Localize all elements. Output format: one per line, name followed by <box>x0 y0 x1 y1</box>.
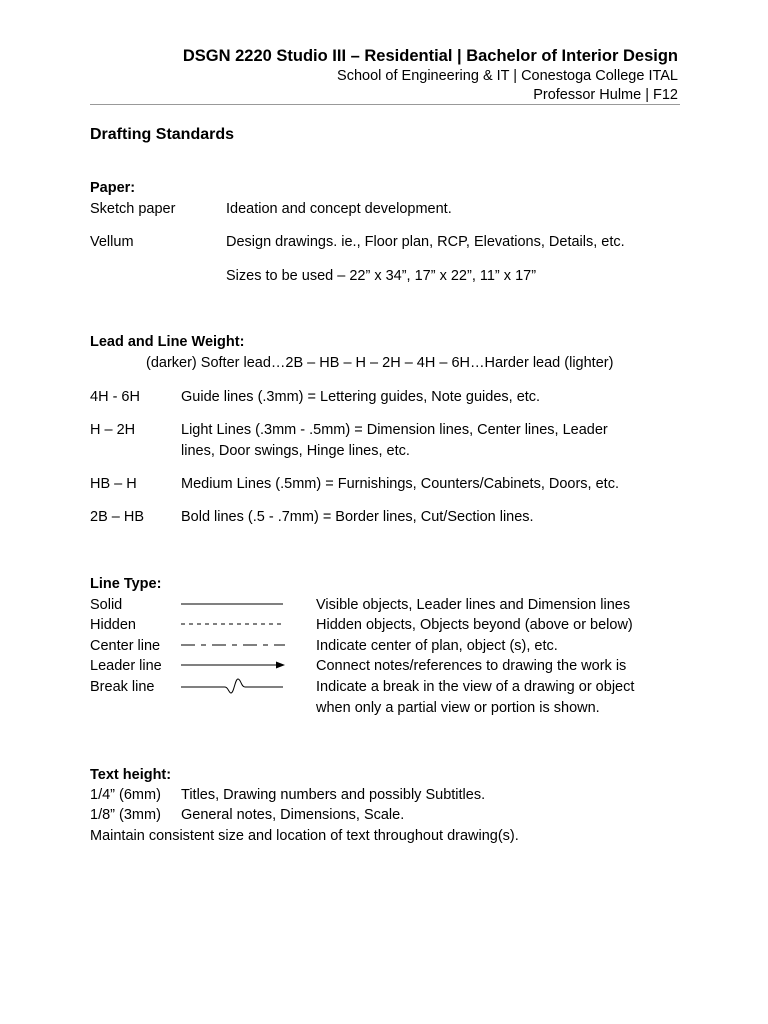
lead-desc: Medium Lines (.5mm) = Furnishings, Counters/Cabinets, Doors, etc. <box>181 476 619 492</box>
solid-line-sample <box>181 597 285 611</box>
text-height-size: 1/4” (6mm) <box>90 787 161 803</box>
lead-scale: (darker) Softer lead…2B – HB – H – 2H – 4H – 6H…Harder lead (lighter) <box>146 355 614 371</box>
leader-line-sample <box>181 658 285 672</box>
lead-desc: Light Lines (.3mm - .5mm) = Dimension lines, Center lines, Leader <box>181 422 608 438</box>
line-type-name: Hidden <box>90 617 136 633</box>
lead-grade: 4H - 6H <box>90 389 140 405</box>
line-type-name: Solid <box>90 597 123 613</box>
line-type-desc-continued: when only a partial view or portion is shown. <box>316 700 600 716</box>
paper-heading: Paper: <box>90 180 136 196</box>
lead-desc: Guide lines (.3mm) = Lettering guides, Note guides, etc. <box>181 389 541 405</box>
text-height-heading: Text height: <box>90 767 172 783</box>
center-line-sample <box>181 638 285 652</box>
line-type-desc: Indicate a break in the view of a drawing or object <box>316 679 635 695</box>
text-height-desc: Titles, Drawing numbers and possibly Subtitles. <box>181 787 486 803</box>
page-title: Drafting Standards <box>90 126 235 143</box>
lead-grade: H – 2H <box>90 422 136 438</box>
hidden-line-sample <box>181 617 285 631</box>
line-type-desc: Indicate center of plan, object (s), etc. <box>316 638 558 654</box>
paper-label: Sketch paper <box>90 201 176 217</box>
text-height-note: Maintain consistent size and location of text throughout drawing(s). <box>90 828 519 844</box>
line-type-desc: Hidden objects, Objects beyond (above or below) <box>316 617 633 633</box>
course-title: DSGN 2220 Studio III – Residential | Bachelor of Interior Design <box>182 47 678 65</box>
paper-sizes: Sizes to be used – 22” x 34”, 17” x 22”, 11” x 17” <box>226 268 537 284</box>
professor-term: Professor Hulme | F12 <box>533 87 678 103</box>
header-divider <box>90 104 680 105</box>
text-height-desc: General notes, Dimensions, Scale. <box>181 807 405 823</box>
lead-grade: 2B – HB <box>90 509 144 525</box>
lead-desc-continued: lines, Door swings, Hinge lines, etc. <box>181 443 410 459</box>
lead-desc: Bold lines (.5 - .7mm) = Border lines, Cut/Section lines. <box>181 509 534 525</box>
lead-grade: HB – H <box>90 476 137 492</box>
line-type-name: Center line <box>90 638 161 654</box>
line-type-name: Break line <box>90 679 155 695</box>
paper-desc: Design drawings. ie., Floor plan, RCP, Elevations, Details, etc. <box>226 234 625 250</box>
school-name: School of Engineering & IT | Conestoga College ITAL <box>337 68 678 84</box>
line-type-desc: Visible objects, Leader lines and Dimension lines <box>316 597 631 613</box>
line-type-desc: Connect notes/references to drawing the work is <box>316 658 627 674</box>
line-type-heading: Line Type: <box>90 576 162 592</box>
lead-heading: Lead and Line Weight: <box>90 334 245 350</box>
text-height-size: 1/8” (3mm) <box>90 807 161 823</box>
break-line-sample <box>181 677 285 695</box>
paper-label: Vellum <box>90 234 134 250</box>
paper-desc: Ideation and concept development. <box>226 201 452 217</box>
line-type-name: Leader line <box>90 658 162 674</box>
